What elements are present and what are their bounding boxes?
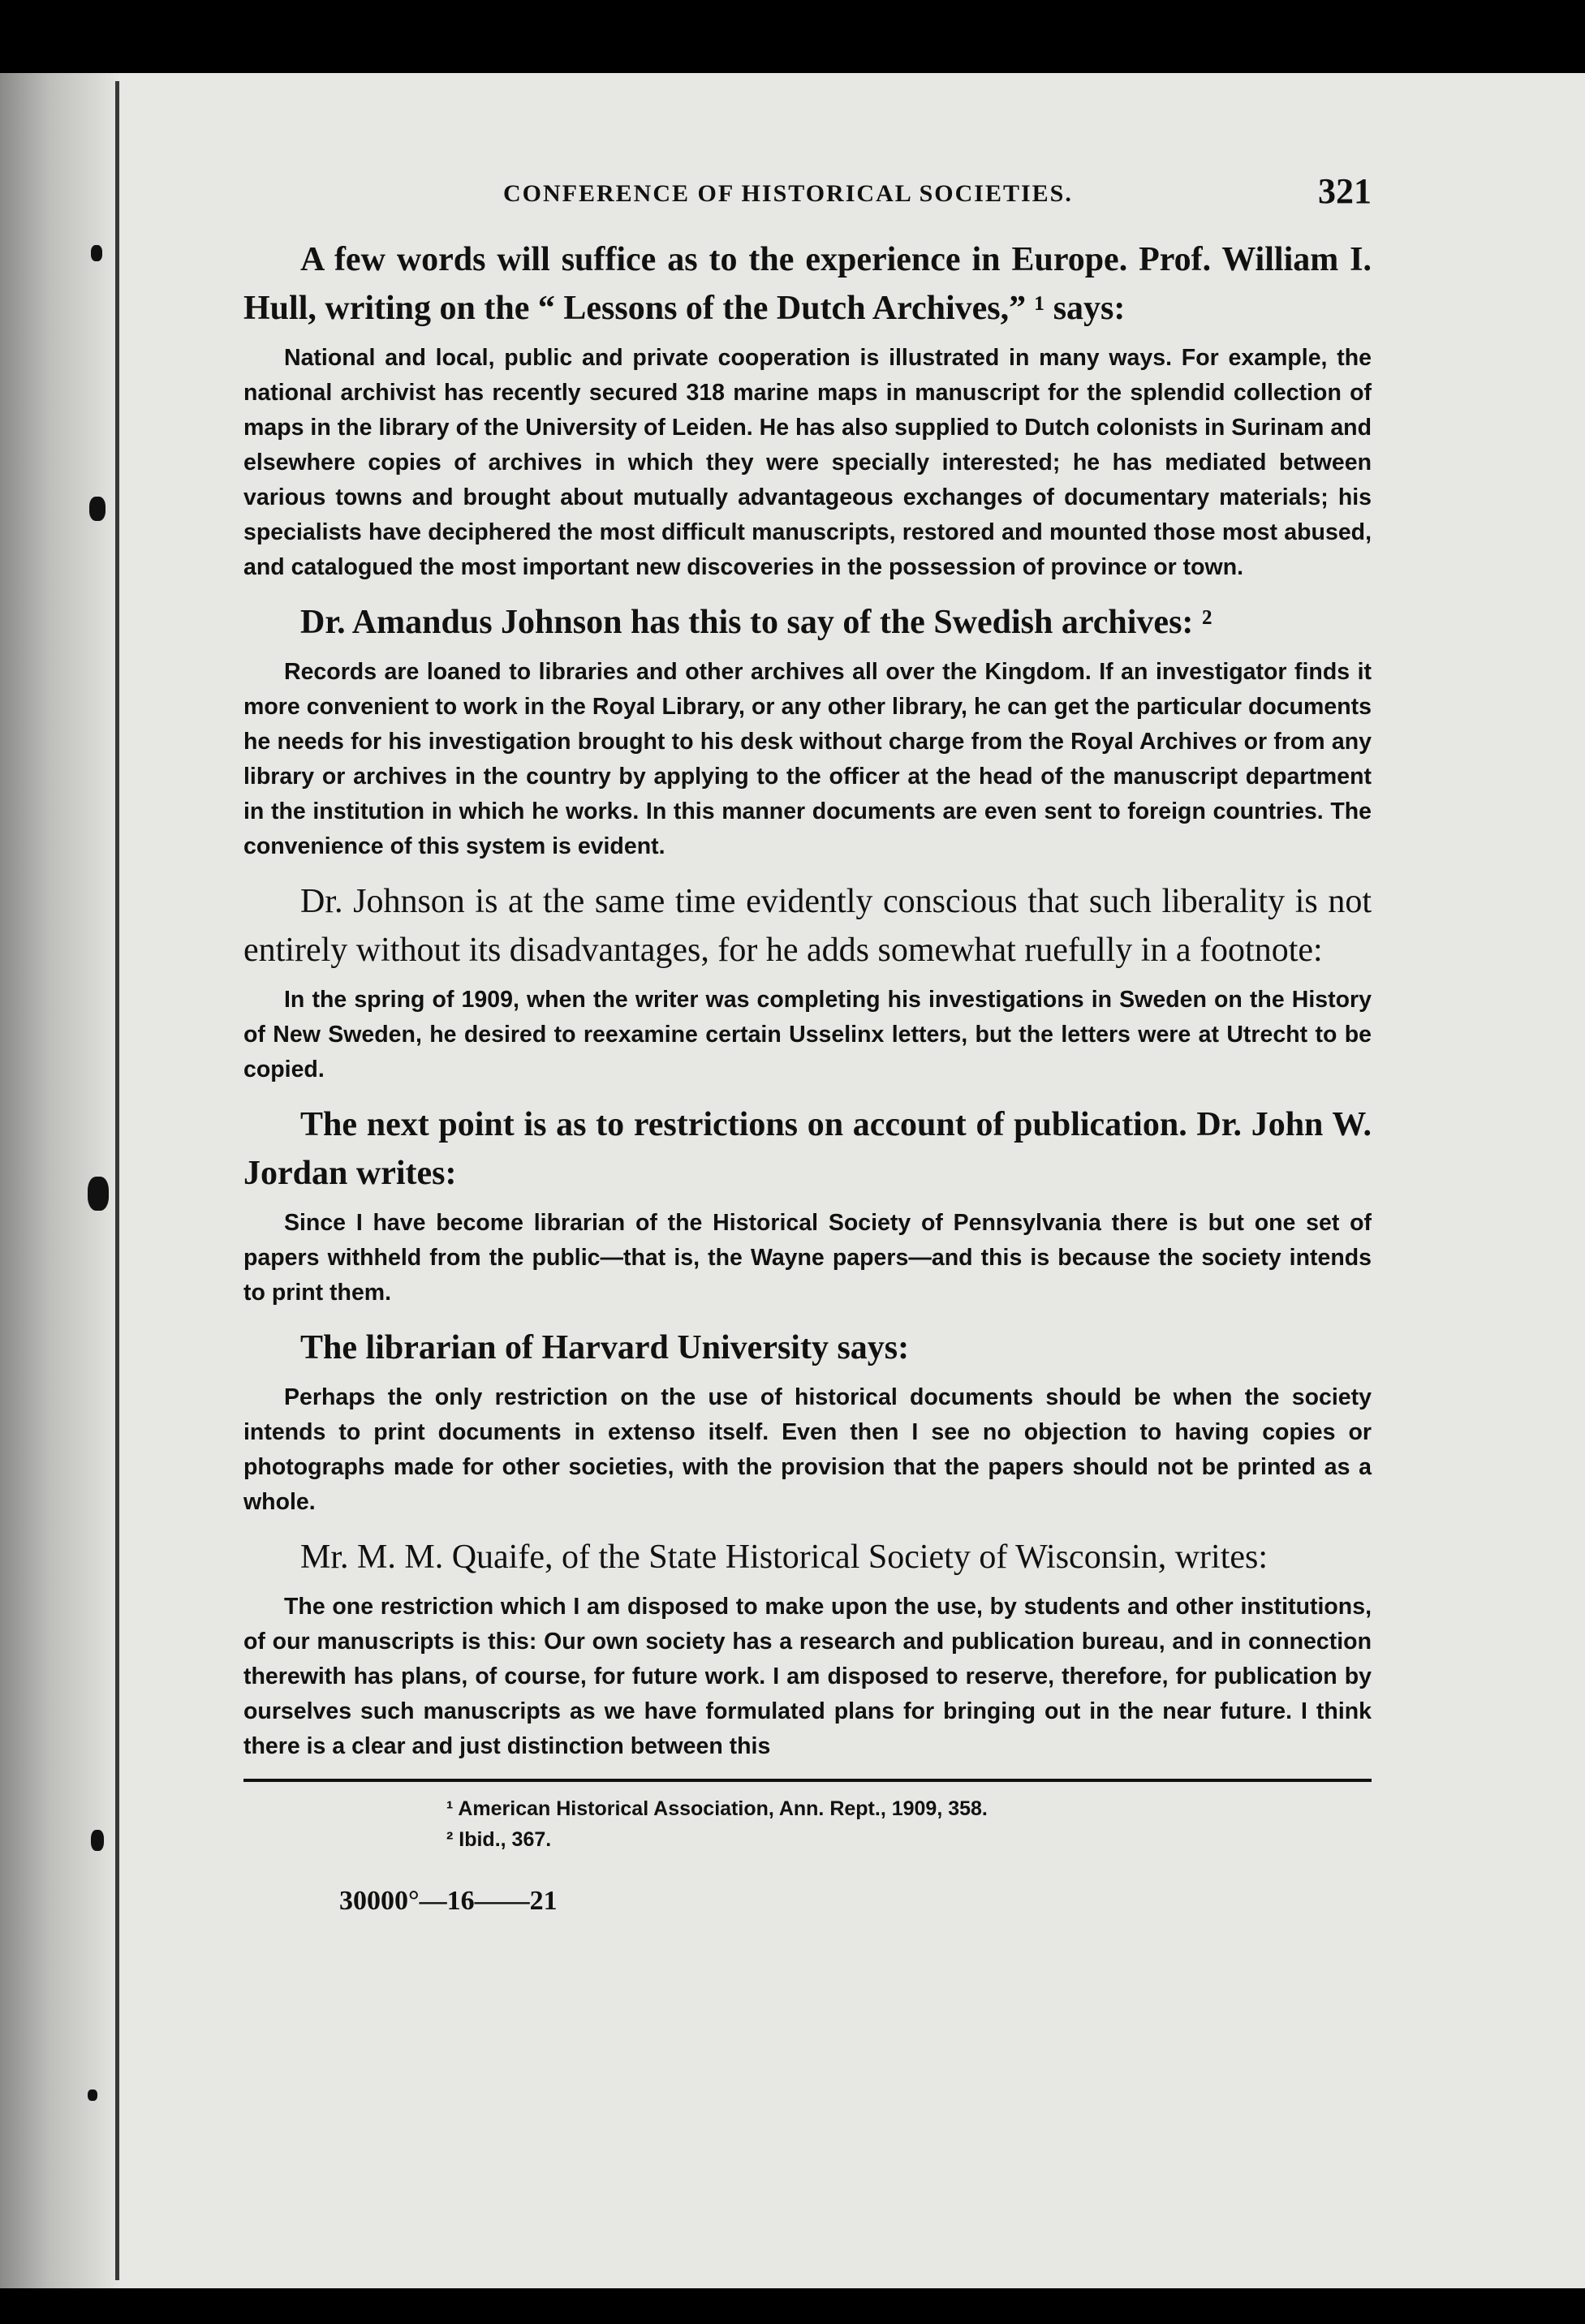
block-quote: Records are loaned to libraries and other archives all over the Kingdom. If an investigator finds it more convenient to work in the Royal Library, or any other library, he can get the particular documents he needs for his investigation brought to his desk without charge from the Royal Archives or from any library or archives in the country by applying to the officer at the head of the manuscript department in the institution in which he works. In this manner documents are even sent to foreign countries. The convenience of this system is evident. [243, 659, 1372, 859]
binding-hole-mark [89, 497, 106, 521]
running-title: CONFERENCE OF HISTORICAL SOCIETIES. [503, 180, 1073, 207]
footnotes [243, 1793, 1372, 1855]
body-paragraph: Mr. M. M. Quaife, of the State Historical Society of Wisconsin, writes: [300, 1539, 1268, 1576]
facing-page-edge [115, 81, 119, 2280]
block-quote: The one restriction which I am disposed to make upon the use, by students and other institutions, of our manuscripts is this: Our own society has a research and publication bureau, and in connection therewith has plans, of course, for future work. I am disposed to reserve, therefore, for publication by ourselves such manuscripts as we have formulated plans for bringing out in the near future. I think there is a clear and just distinction between this [243, 1594, 1372, 1759]
binding-hole-mark [88, 1177, 109, 1211]
binding-hole-mark [91, 1830, 104, 1851]
body-paragraph: Dr. Amandus Johnson has this to say of the Swedish archives: ² [300, 604, 1212, 641]
page-number: 321 [1318, 171, 1372, 211]
block-quote: Since I have become librarian of the Historical Society of Pennsylvania there is but one set of papers withheld from the public—that is, the Wayne papers—and this is because the society intends to print them. [243, 1210, 1372, 1306]
block-quote: Perhaps the only restriction on the use of historical documents should be when the society intends to print documents in extenso itself. Even then I see no objection to having copies or photographs made for other societies, with the provision that the papers should not be printed as a whole. [243, 1384, 1372, 1515]
footnote-rule [243, 1779, 1372, 1782]
printer-signature: 30000°—16——21 [339, 1886, 558, 1916]
body-paragraph: A few words will suffice as to the experience in Europe. Prof. William I. Hull, writing on the “ Lessons of the Dutch Archives,” ¹ says: [243, 241, 1372, 327]
binding-hole-mark [88, 2089, 97, 2101]
binding-hole-mark [91, 245, 102, 261]
block-quote: National and local, public and private cooperation is illustrated in many ways. For example, the national archivist has recently secured 318 marine maps in manuscript for the splendid collection of maps in the library of the University of Leiden. He has also supplied to Dutch colonists in Surinam and elsewhere copies of archives in which they were specially interested; he has mediated between various towns and brought about mutually advantageous exchanges of documentary materials; his specialists have deciphered the most difficult manuscripts, restored and mounted those most abused, and catalogued the most important new discoveries in the possession of province or town. [243, 345, 1372, 580]
body-paragraph: The next point is as to restrictions on account of publication. Dr. John W. Jordan writes: [243, 1106, 1372, 1192]
footnote: ¹ American Historical Association, Ann. Rept., 1909, 358. [446, 1797, 988, 1820]
body-paragraph: The librarian of Harvard University says: [300, 1329, 910, 1366]
footnote: ² Ibid., 367. [446, 1828, 552, 1851]
block-quote: In the spring of 1909, when the writer was completing his investigations in Sweden on the History of New Sweden, he desired to reexamine certain Usselinx letters, but the letters were at Utrecht to be copied. [243, 987, 1372, 1082]
body-paragraph: Dr. Johnson is at the same time evidently conscious that such liberality is not entirely without its disadvantages, for he adds somewhat ruefully in a footnote: [243, 883, 1372, 969]
running-head [243, 170, 1372, 211]
document-page [243, 170, 1372, 1917]
